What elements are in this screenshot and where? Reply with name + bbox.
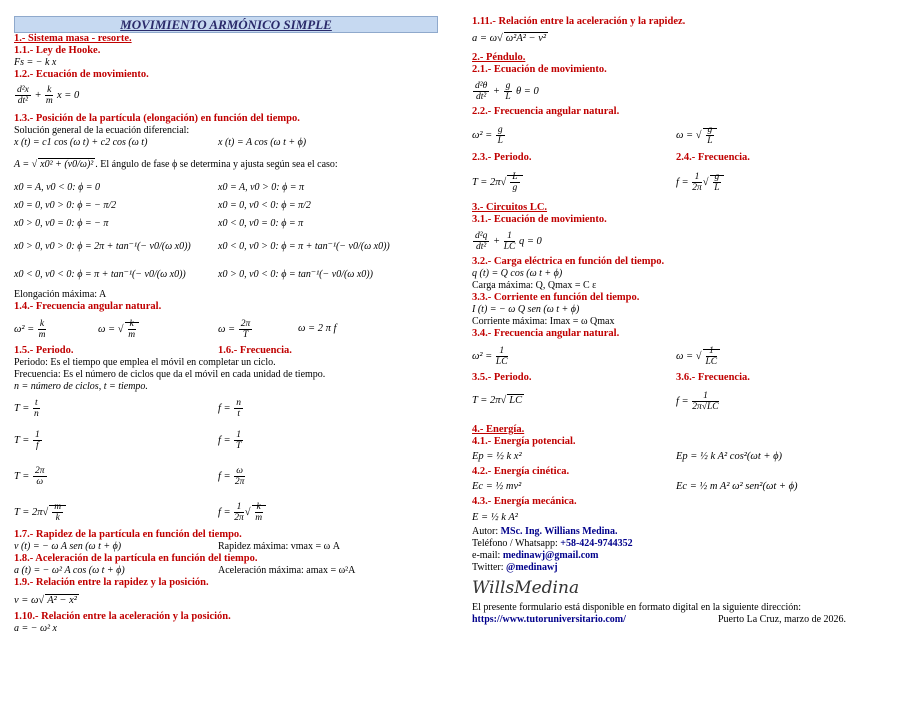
- left-column: [14, 16, 438, 635]
- lc-period-headings: [472, 372, 892, 384]
- phase-case: x0 < 0, v0 > 0: ϕ = π + tan⁻¹(− v0/(ω x0)): [218, 241, 390, 252]
- phase-note: . El ángulo de fase ϕ se determina y ajusta según sea el caso:: [95, 158, 338, 170]
- phase-case: x0 = A, v0 > 0: ϕ = π: [218, 182, 305, 193]
- acceleration-position-relation: a = − ω² x: [14, 623, 57, 634]
- section-2-1-heading: 2.1.- Ecuación de movimiento.: [472, 64, 607, 75]
- section-1-2-heading: 1.2.- Ecuación de movimiento.: [14, 69, 149, 80]
- motion-equation: $\frac{\text{d²x}}{\text{dt²}}$ + $\frac{k}{m}$ x = 0: [17, 84, 80, 106]
- author-line: Autor: MSc. Ing. Willians Medina.: [472, 526, 618, 537]
- period-formula-row-2: T = $\frac{1}{f}$ f = $\frac{1}{T}$: [14, 429, 242, 451]
- section-4-heading: 4.- Energía.: [472, 424, 525, 435]
- phone-number: +58-424-9744352: [560, 538, 633, 549]
- frequency-definition: Frecuencia: Es el número de ciclos que da el móvil en cada unidad de tiempo.: [14, 369, 326, 380]
- acceleration-speed-relation: a = ω√ ω²A² − v²: [472, 32, 547, 44]
- website-link[interactable]: https://www.tutoruniversitario.com/: [472, 614, 626, 625]
- section-4-3-heading: 4.3.- Energía mecánica.: [472, 496, 577, 507]
- section-3-6-heading: 3.6.- Frecuencia.: [676, 372, 750, 383]
- twitter-line: Twitter: @medinawj: [472, 562, 558, 573]
- place-date: Puerto La Cruz, marzo de 2026.: [718, 614, 847, 625]
- pendulum-period-formulas: T = 2π√ $\frac{L}{g}$ f = $\frac{1}{2\pi}$ √ $\frac{g}{L}$: [472, 164, 892, 200]
- acceleration-equation: a (t) = − ω² A cos (ω t + ϕ): [14, 565, 125, 576]
- kinetic-energy-formulas: Ec = ½ mv² Ec = ½ m A² ω² sen²(ωt + ϕ): [472, 481, 798, 492]
- email-line: e-mail: medinawj@gmail.com: [472, 550, 599, 561]
- section-1-11-heading: 1.11.- Relación entre la aceleración y la rapidez.: [472, 16, 686, 27]
- section-3-3-heading: 3.3.- Corriente en función del tiempo.: [472, 292, 640, 303]
- phase-case-row: [14, 261, 438, 289]
- period-formula-row-3: T = $\frac{2\pi}{\omega}$ f = $\frac{\omega}{2\pi}$: [14, 465, 245, 487]
- max-speed: Rapidez máxima: vmax = ω A: [218, 541, 340, 552]
- phase-case-row: [14, 233, 438, 261]
- velocity-equation: v (t) = − ω A sen (ω t + ϕ): [14, 541, 122, 552]
- section-1-7-heading: 1.7.- Rapidez de la partícula en función del tiempo.: [14, 529, 242, 540]
- availability-note: El presente formulario está disponible en formato digital en la siguiente dirección:: [472, 602, 802, 613]
- email-address[interactable]: medinawj@gmail.com: [502, 550, 599, 561]
- speed-position-relation: v = ω√ A² − x²: [14, 594, 77, 606]
- phase-case-row: [14, 215, 438, 233]
- max-elongation: Elongación máxima: A: [14, 289, 107, 300]
- hooke-law: Fs = − k x: [14, 57, 57, 68]
- section-1-4-heading: 1.4.- Frecuencia angular natural.: [14, 301, 162, 312]
- section-3-2-heading: 3.2.- Carga eléctrica en función del tiempo.: [472, 256, 665, 267]
- section-3-5-heading: 3.5.- Periodo.: [472, 372, 532, 383]
- phase-case: x0 > 0, v0 > 0: ϕ = 2π + tan⁻¹(− v0/(ω x0)): [14, 241, 191, 252]
- phase-case: x0 = 0, v0 > 0: ϕ = − π/2: [14, 200, 117, 211]
- section-1-3-heading: 1.3.- Posición de la partícula (elongación) en función del tiempo.: [14, 113, 300, 124]
- position-equation: x (t) = A cos (ω t + ϕ): [218, 137, 307, 148]
- current-equation: I (t) = − ω Q sen (ω t + ϕ): [472, 304, 580, 315]
- lc-angular-frequency: ω² = $\frac{1}{LC}$ ω = √ $\frac{1}{LC}$: [472, 340, 892, 372]
- amplitude-row: A = √ x0² + (v0/ω)² . El ángulo de fase ϕ se determina y ajusta según sea el caso:: [14, 158, 338, 170]
- pendulum-motion-equation: $\frac{\text{d²θ}}{\text{dt²}}$ + $\frac{g}{L}$ θ = 0: [475, 80, 539, 102]
- n-definition: n = número de ciclos, t = tiempo.: [14, 381, 148, 392]
- section-1-8-heading: 1.8.- Aceleración de la partícula en función del tiempo.: [14, 553, 258, 564]
- section-2-heading: 2.- Péndulo.: [472, 52, 526, 63]
- section-2-3-heading: 2.3.- Periodo.: [472, 152, 532, 163]
- position-equations: [14, 137, 438, 149]
- period-definition: Periodo: Es el tiempo que emplea el móvil en completar un ciclo.: [14, 357, 276, 368]
- phase-case: x0 > 0, v0 = 0: ϕ = − π: [14, 218, 109, 229]
- mechanical-energy-formula: E = ½ k A²: [472, 511, 518, 523]
- signature: WillsMedina: [472, 578, 580, 598]
- section-1-10-heading: 1.10.- Relación entre la aceleración y la posición.: [14, 611, 231, 622]
- author-name: MSc. Ing. Willians Medina.: [500, 526, 618, 537]
- section-1-heading: 1.- Sistema masa - resorte.: [14, 33, 132, 44]
- charge-equation: q (t) = Q cos (ω t + ϕ): [472, 268, 563, 279]
- section-4-1-heading: 4.1.- Energía potencial.: [472, 436, 576, 447]
- section-3-4-heading: 3.4.- Frecuencia angular natural.: [472, 328, 620, 339]
- phase-case: x0 = A, v0 < 0: ϕ = 0: [14, 182, 101, 193]
- phase-case: x0 = 0, v0 < 0: ϕ = π/2: [218, 200, 311, 211]
- general-solution-label: Solución general de la ecuación diferencial:: [14, 125, 190, 136]
- section-1-9-heading: 1.9.- Relación entre la rapidez y la posición.: [14, 577, 209, 588]
- footer-row: [472, 614, 892, 626]
- twitter-handle[interactable]: @medinawj: [506, 562, 558, 573]
- phase-case: x0 < 0, v0 = 0: ϕ = π: [218, 218, 304, 229]
- phase-case-row: [14, 179, 438, 197]
- general-solution: x (t) = c1 cos (ω t) + c2 cos (ω t): [14, 137, 148, 148]
- lc-motion-equation: $\frac{\text{d²q}}{\text{dt²}}$ + $\frac{1}{LC}$ q = 0: [475, 230, 542, 252]
- section-1-5-heading: 1.5.- Periodo.: [14, 345, 74, 356]
- page-title: MOVIMIENTO ARMÓNICO SIMPLE: [14, 16, 438, 33]
- phase-case-row: [14, 197, 438, 215]
- section-4-2-heading: 4.2.- Energía cinética.: [472, 466, 570, 477]
- angular-frequency-formulas: ω² = $\frac{k}{m}$ ω = √ $\frac{k}{m}$ ω = $\frac{2\pi}{T}$ ω = 2 π f: [14, 318, 337, 340]
- phase-case: x0 > 0, v0 < 0: ϕ = tan⁻¹(− v0/(ω x0)): [218, 269, 373, 280]
- section-3-heading: 3.- Circuitos LC.: [472, 202, 548, 213]
- max-current: Corriente máxima: Imax = ω Qmax: [472, 316, 615, 327]
- phase-cases: [14, 179, 438, 289]
- section-2-2-heading: 2.2.- Frecuencia angular natural.: [472, 106, 620, 117]
- phase-case: x0 < 0, v0 < 0: ϕ = π + tan⁻¹(− v0/(ω x0)): [14, 269, 186, 280]
- period-frequency-headings: [14, 345, 438, 357]
- pendulum-angular-frequency: ω² = $\frac{g}{L}$ ω = √ $\frac{g}{L}$: [472, 118, 892, 152]
- pendulum-period-headings: [472, 152, 892, 164]
- acceleration-row: [14, 565, 438, 577]
- max-acceleration: Aceleración máxima: amax = ω²A: [218, 565, 356, 576]
- phone-line: Teléfono / Whatsapp: +58-424-9744352: [472, 538, 633, 549]
- section-3-1-heading: 3.1.- Ecuación de movimiento.: [472, 214, 607, 225]
- velocity-row: [14, 541, 438, 553]
- section-1-6-heading: 1.6.- Frecuencia.: [218, 345, 292, 356]
- lc-period-formulas: T = 2π√ LC f = $\frac{1}{2\pi√LC}$: [472, 390, 719, 412]
- period-formula-row-1: T = $\frac{t}{n}$ f = $\frac{n}{t}$: [14, 397, 242, 419]
- period-formula-row-4: T = 2π√ $\frac{m}{k}$ f = $\frac{1}{2\pi}$ √ $\frac{k}{m}$: [14, 495, 438, 529]
- max-charge: Carga máxima: Q, Qmax = C ε: [472, 280, 597, 291]
- section-1-1-heading: 1.1.- Ley de Hooke.: [14, 45, 101, 56]
- right-column: [472, 16, 892, 626]
- section-2-4-heading: 2.4.- Frecuencia.: [676, 152, 750, 163]
- potential-energy-formulas: Ep = ½ k x² Ep = ½ k A² cos²(ωt + ϕ): [472, 451, 783, 462]
